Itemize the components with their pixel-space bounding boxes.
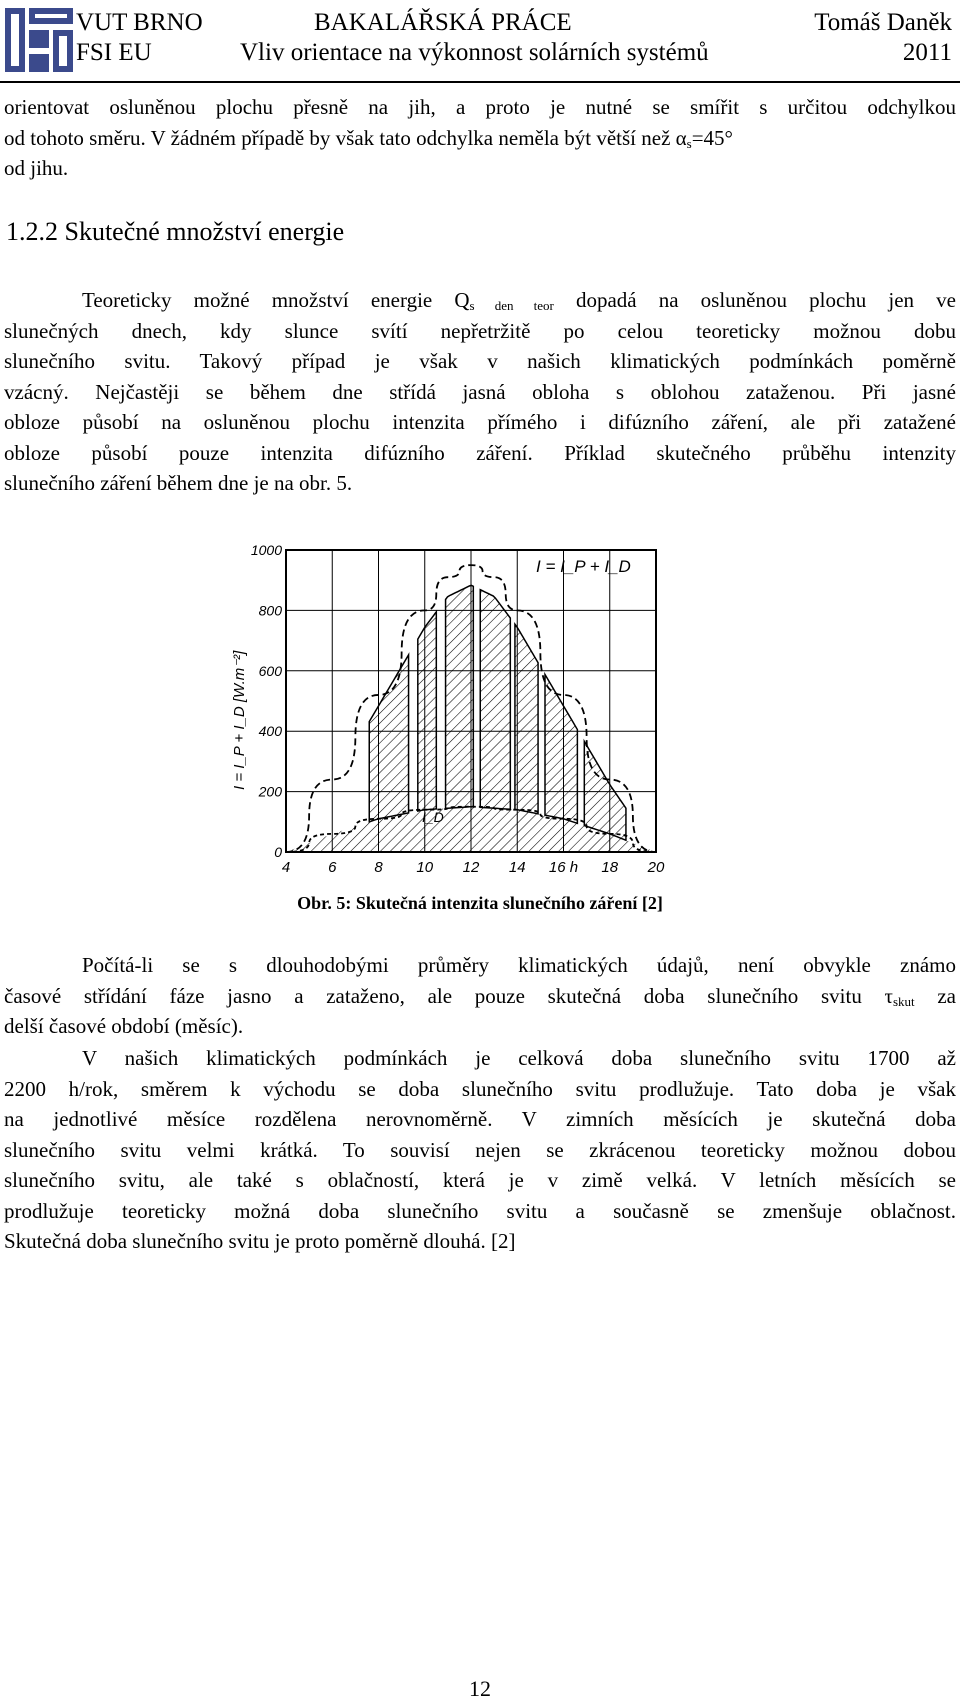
header-thesis-title: Vliv orientace na výkonnost solárních systémů bbox=[240, 39, 709, 66]
y-tick-label: 600 bbox=[258, 662, 282, 679]
sunshine-burst-area bbox=[446, 585, 474, 808]
text-line: obloze působí na osluněnou plochu intenzita přímého i difúzního záření, ale při zatažené bbox=[4, 410, 956, 434]
x-tick-label: 20 bbox=[647, 859, 665, 876]
text-line: časové střídání fáze jasno a zataženo, ale pouze skutečná doba slunečního svitu $\tau_{skut}$ za bbox=[4, 983, 956, 1009]
header-divider bbox=[0, 81, 960, 83]
header-year: 2011 bbox=[902, 39, 952, 66]
text-line: na jednotlivé měsíce rozdělena nerovnoměrně. V zimních měsících je skutečná doba bbox=[4, 1107, 956, 1131]
x-tick-label: 14 bbox=[508, 859, 526, 876]
fsi-logo bbox=[3, 4, 75, 76]
y-tick-label: 200 bbox=[258, 783, 282, 800]
text-line: od jihu. bbox=[4, 156, 69, 180]
header-author: Tomáš Daněk bbox=[814, 9, 952, 36]
text-line: obloze působí pouze intenzita difúzního záření. Příklad skutečného průběhu intenzity bbox=[4, 440, 956, 465]
sunshine-burst-area bbox=[369, 655, 408, 822]
section-heading: 1.2.2 Skutečné množství energie bbox=[6, 217, 345, 246]
paragraph-1 bbox=[4, 285, 956, 499]
y-tick-label: 800 bbox=[258, 602, 282, 619]
sunshine-burst-area bbox=[418, 612, 437, 811]
page-number: 12 bbox=[469, 1676, 491, 1701]
text-line: slunečního svitu velmi krátká. To souvisí nejen se zkrácenou teoreticky možnou dobou bbox=[4, 1137, 956, 1162]
text-line: 2200 h/rok, směrem k východu se doba slunečního svitu prodlužuje. Tato doba je však bbox=[4, 1076, 956, 1101]
y-tick-label: 0 bbox=[274, 844, 282, 860]
sunshine-burst-area bbox=[515, 624, 538, 814]
header-faculty: FSI EU bbox=[76, 39, 152, 66]
legend-diffuse-label: I_D bbox=[422, 809, 444, 825]
y-axis-label: I = I_P + I_D [W.m⁻²] bbox=[231, 650, 248, 790]
solar-irradiance-chart bbox=[226, 540, 736, 895]
sunshine-burst-area bbox=[480, 590, 510, 810]
x-tick-label: 12 bbox=[462, 859, 480, 876]
text-line: slunečního svitu, ale také s oblačností, která je v zimě velká. V letních měsících se bbox=[4, 1168, 956, 1192]
x-tick-label: 10 bbox=[416, 859, 434, 876]
intro-paragraph bbox=[4, 92, 956, 184]
text-line: vzácný. Nejčastěji se během dne střídá jasná obloha s oblohou zataženou. Při jasné bbox=[4, 379, 956, 404]
text-line: V našich klimatických podmínkách je celková doba slunečního svitu 1700 až bbox=[82, 1046, 956, 1070]
text-line: slunečního svitu. Takový případ je však v našich klimatických podmínkách poměrně bbox=[4, 349, 956, 373]
paragraph-3 bbox=[4, 1043, 956, 1257]
chart-fills bbox=[286, 585, 656, 852]
text-line: Teoreticky možné množství energie $Q_{s den teor}$ dopadá na osluněnou plochu jen ve bbox=[82, 288, 956, 313]
sunshine-burst-area bbox=[545, 674, 577, 823]
text-line: delší časové období (měsíc). bbox=[4, 1014, 244, 1038]
x-tick-label: 8 bbox=[374, 859, 383, 876]
figure-caption: Obr. 5: Skutečná intenzita slunečního záření [2] bbox=[297, 893, 663, 913]
text-line: Skutečná doba slunečního svitu je proto poměrně dlouhá. [2] bbox=[4, 1229, 516, 1253]
x-tick-label: 18 bbox=[601, 859, 619, 876]
text-line: orientovat osluněnou plochu přesně na jih, a proto je nutné se smířit s určitou odchylkou bbox=[4, 95, 956, 119]
legend-total-label: I = I_P + I_D bbox=[536, 557, 631, 576]
header-university: VUT BRNO bbox=[76, 9, 203, 36]
x-tick-label: 6 bbox=[328, 859, 337, 876]
y-tick-label: 400 bbox=[258, 723, 282, 740]
x-tick-label: 16 h bbox=[548, 859, 579, 876]
text-line: Počítá-li se s dlouhodobými průměry klimatických údajů, není obvykle známo bbox=[82, 953, 956, 977]
text-line: od tohoto směru. V žádném případě by však tato odchylka neměla být větší než $\alpha_s=45^\circ$ bbox=[4, 125, 733, 151]
x-tick-label: 4 bbox=[281, 859, 291, 876]
text-line: slunečných dnech, kdy slunce svítí nepřetržitě po celou teoreticky možnou dobu bbox=[4, 318, 956, 343]
text-line: slunečního záření během dne je na obr. 5. bbox=[4, 471, 353, 495]
sunshine-burst-area bbox=[584, 741, 626, 840]
header-thesis-type: BAKALÁŘSKÁ PRÁCE bbox=[314, 9, 572, 36]
y-tick-label: 1000 bbox=[250, 542, 282, 558]
text-line: prodlužuje teoreticky možná doba slunečního svitu a současně se zmenšuje oblačnost. bbox=[4, 1198, 956, 1223]
page-header bbox=[0, 0, 960, 86]
paragraph-2 bbox=[4, 950, 956, 1042]
